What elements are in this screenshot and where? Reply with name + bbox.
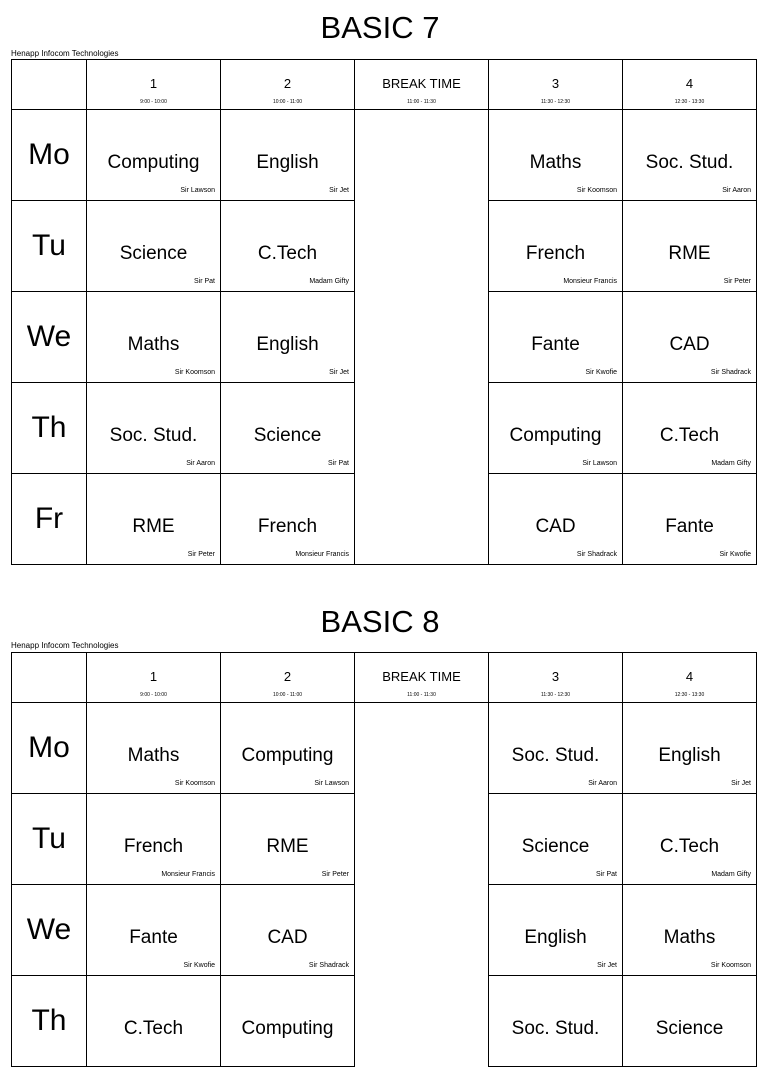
company-name: Henapp Infocom Technologies (11, 49, 119, 58)
teacher: Sir Kwofie (585, 369, 617, 376)
subject: Maths (529, 152, 582, 173)
lesson-cell (87, 976, 221, 1067)
period-label: 4 (685, 76, 694, 91)
period-header (623, 60, 757, 110)
teacher: Sir Koomson (576, 187, 617, 194)
subject: Soc. Stud. (645, 152, 734, 173)
lesson-cell (221, 474, 355, 565)
teacher: Sir Shadrack (576, 551, 617, 558)
teacher: Madam Gifty (711, 871, 751, 878)
subject: C.Tech (659, 836, 720, 857)
timetable-grid (11, 652, 757, 1067)
period-header (87, 60, 221, 110)
teacher: Sir Shadrack (308, 962, 349, 969)
subject: C.Tech (257, 243, 318, 264)
period-time: 11:30 - 12:30 (540, 99, 571, 105)
timetable-title: BASIC 8 (320, 604, 440, 639)
teacher: Sir Lawson (314, 780, 349, 787)
header-row (12, 60, 757, 110)
day-label: Tu (12, 794, 87, 885)
timetable-title: BASIC 7 (320, 10, 440, 45)
subject: Soc. Stud. (511, 745, 600, 766)
day-label: Th (12, 383, 87, 474)
period-label: 3 (551, 669, 560, 684)
period-time: 10:00 - 11:00 (272, 692, 303, 698)
period-time: 12:30 - 13:30 (674, 692, 705, 698)
period-label: 1 (149, 669, 158, 684)
lesson-cell (87, 292, 221, 383)
teacher: Sir Jet (329, 187, 349, 194)
subject: English (524, 927, 587, 948)
teacher: Sir Pat (193, 278, 215, 285)
period-time: 9:00 - 10:00 (140, 99, 167, 105)
subject: Fante (129, 927, 178, 948)
subject: RME (668, 243, 711, 264)
teacher: Sir Aaron (722, 187, 751, 194)
lesson-cell (623, 976, 757, 1067)
lesson-cell (489, 383, 623, 474)
subject: English (256, 152, 319, 173)
break-header (355, 653, 489, 703)
lesson-cell (221, 201, 355, 292)
teacher: Monsieur Francis (161, 871, 215, 878)
lesson-cell (623, 110, 757, 201)
subject: RME (132, 516, 175, 537)
period-time: 9:00 - 10:00 (140, 692, 167, 698)
day-label: Mo (12, 703, 87, 794)
period-label: 1 (149, 76, 158, 91)
subject: Soc. Stud. (511, 1018, 600, 1039)
lesson-cell (489, 885, 623, 976)
period-label: 2 (283, 669, 292, 684)
lesson-cell (87, 110, 221, 201)
teacher: Sir Aaron (588, 780, 617, 787)
subject: Maths (663, 927, 716, 948)
period-label: 4 (685, 669, 694, 684)
subject: French (257, 516, 318, 537)
period-time: 10:00 - 11:00 (272, 99, 303, 105)
subject: English (256, 334, 319, 355)
period-header (489, 653, 623, 703)
lesson-cell (489, 474, 623, 565)
lesson-cell (87, 794, 221, 885)
period-header (221, 60, 355, 110)
subject: French (525, 243, 586, 264)
break-label: BREAK TIME (382, 76, 461, 91)
teacher: Sir Shadrack (710, 369, 751, 376)
break-header (355, 60, 489, 110)
company-name: Henapp Infocom Technologies (11, 641, 119, 650)
header-row (12, 653, 757, 703)
subject: English (658, 745, 721, 766)
lesson-cell (623, 383, 757, 474)
teacher: Sir Jet (329, 369, 349, 376)
period-label: 3 (551, 76, 560, 91)
period-header (221, 653, 355, 703)
lesson-cell (623, 292, 757, 383)
subject: Science (119, 243, 188, 264)
lesson-cell (623, 885, 757, 976)
teacher: Sir Peter (723, 278, 751, 285)
teacher: Sir Koomson (174, 780, 215, 787)
lesson-cell (87, 383, 221, 474)
timetable-grid (11, 59, 757, 565)
day-row (12, 703, 757, 794)
subject: Fante (531, 334, 580, 355)
teacher: Sir Lawson (582, 460, 617, 467)
lesson-cell (87, 885, 221, 976)
subject: Science (655, 1018, 724, 1039)
teacher: Sir Jet (597, 962, 617, 969)
period-header (87, 653, 221, 703)
day-label: We (12, 885, 87, 976)
teacher: Sir Jet (731, 780, 751, 787)
corner-cell (12, 60, 87, 110)
subject: Maths (127, 334, 180, 355)
teacher: Sir Kwofie (183, 962, 215, 969)
day-label: Th (12, 976, 87, 1067)
subject: CAD (267, 927, 308, 948)
lesson-cell (221, 383, 355, 474)
lesson-cell (221, 292, 355, 383)
break-column (355, 110, 489, 565)
teacher: Sir Koomson (710, 962, 751, 969)
period-time: 12:30 - 13:30 (674, 99, 705, 105)
subject: Computing (241, 1018, 334, 1039)
period-header (489, 60, 623, 110)
period-header (623, 653, 757, 703)
lesson-cell (87, 201, 221, 292)
break-column (355, 703, 489, 1067)
day-label: Tu (12, 201, 87, 292)
lesson-cell (489, 110, 623, 201)
lesson-cell (623, 794, 757, 885)
day-label: We (12, 292, 87, 383)
lesson-cell (87, 474, 221, 565)
day-label: Fr (12, 474, 87, 565)
subject: Soc. Stud. (109, 425, 198, 446)
lesson-cell (489, 703, 623, 794)
teacher: Madam Gifty (309, 278, 349, 285)
subject: Fante (665, 516, 714, 537)
lesson-cell (221, 976, 355, 1067)
period-label: 2 (283, 76, 292, 91)
break-time: 11:00 - 11:30 (407, 692, 436, 698)
subject: C.Tech (659, 425, 720, 446)
subject: CAD (535, 516, 576, 537)
subject: Maths (127, 745, 180, 766)
teacher: Sir Peter (321, 871, 349, 878)
teacher: Madam Gifty (711, 460, 751, 467)
teacher: Monsieur Francis (563, 278, 617, 285)
subject: RME (266, 836, 309, 857)
subject: Computing (107, 152, 200, 173)
period-time: 11:30 - 12:30 (540, 692, 571, 698)
subject: C.Tech (123, 1018, 184, 1039)
break-time: 11:00 - 11:30 (407, 99, 436, 105)
lesson-cell (489, 201, 623, 292)
teacher: Sir Aaron (186, 460, 215, 467)
teacher: Sir Pat (595, 871, 617, 878)
break-label: BREAK TIME (382, 669, 461, 684)
teacher: Sir Koomson (174, 369, 215, 376)
lesson-cell (221, 110, 355, 201)
lesson-cell (87, 703, 221, 794)
subject: Computing (509, 425, 602, 446)
teacher: Sir Lawson (180, 187, 215, 194)
lesson-cell (489, 976, 623, 1067)
day-label: Mo (12, 110, 87, 201)
lesson-cell (489, 794, 623, 885)
lesson-cell (623, 474, 757, 565)
teacher: Sir Peter (187, 551, 215, 558)
subject: French (123, 836, 184, 857)
lesson-cell (489, 292, 623, 383)
day-row (12, 110, 757, 201)
timetable-basic-8 (0, 594, 768, 1039)
teacher: Sir Pat (327, 460, 349, 467)
lesson-cell (623, 703, 757, 794)
lesson-cell (221, 885, 355, 976)
lesson-cell (623, 201, 757, 292)
subject: Science (253, 425, 322, 446)
lesson-cell (221, 703, 355, 794)
subject: CAD (669, 334, 710, 355)
subject: Computing (241, 745, 334, 766)
corner-cell (12, 653, 87, 703)
teacher: Monsieur Francis (295, 551, 349, 558)
subject: Science (521, 836, 590, 857)
teacher: Sir Kwofie (719, 551, 751, 558)
lesson-cell (221, 794, 355, 885)
